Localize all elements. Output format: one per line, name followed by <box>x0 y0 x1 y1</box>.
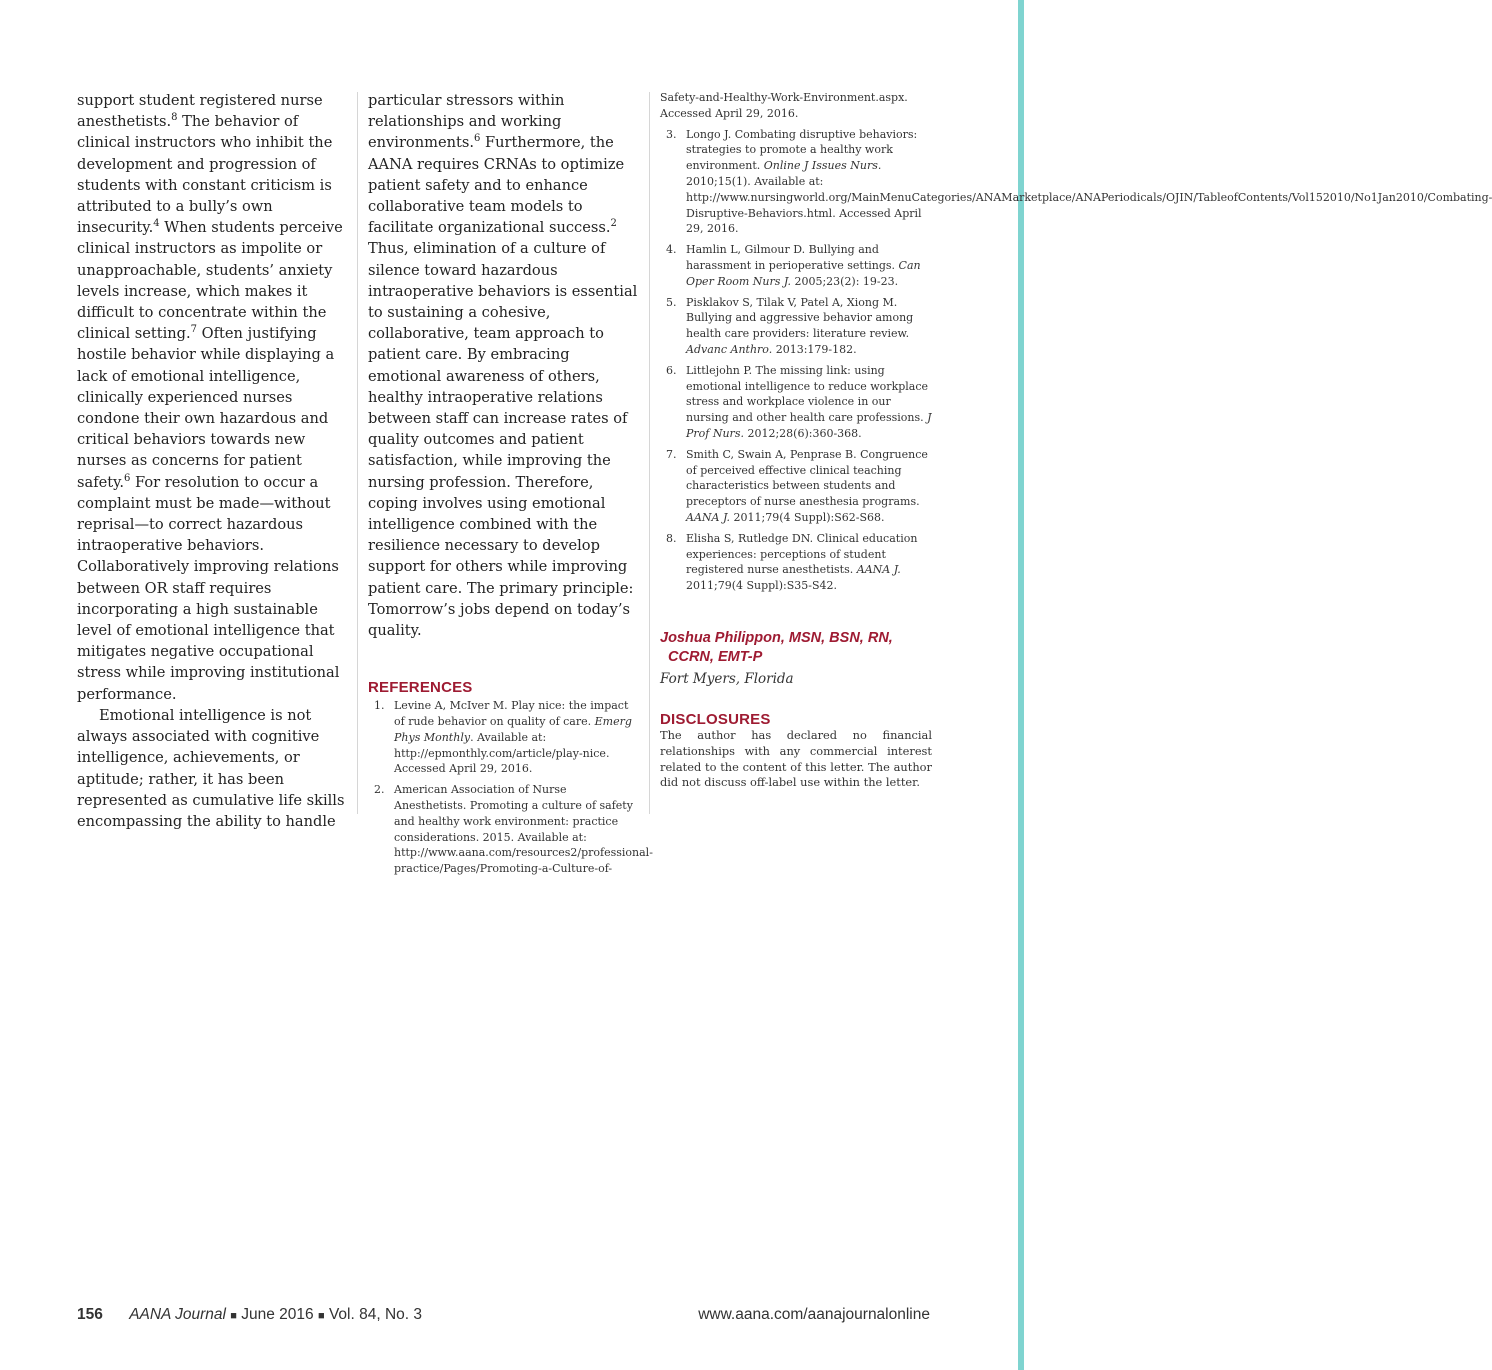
reference-item: 3. Longo J. Combating disruptive behaviors: strategies to promote a healthy work environment. Online J Issues Nurs. 2010;15(1). Available at: http://www.nursingworld.org/MainMenuCategories/ANAMarketplace/ANAPeriodicals/OJIN/TableofContents/Vol152010/No1Jan2010/Combating-Disruptive-Behaviors.html. Accessed April 29, 2016. <box>666 127 1492 236</box>
column1-paragraph-1: support student registered nurse anesthetists.$^8$ The behavior of clinical instructors who inhibit the development and progression of students with constant criticism is attributed to a bully’s own insecurity.$^4$ When students perceive clinical instructors as impolite or unapproachable, students’ anxiety levels increase, which makes it difficult to concentrate within the clinical setting.$^7$ Often justifying hostile behavior while displaying a lack of emotional intelligence, clinically experienced nurses condone their own hazardous and critical behaviors towards new nurses as concerns for patient safety.$^6$ For resolution to occur a complaint must be made—without reprisal—to correct hazardous intraoperative behaviors. Collaboratively improving relations between OR staff requires incorporating a high sustainable level of emotional intelligence that mitigates negative occupational stress while improving institutional performance. <box>77 92 343 703</box>
journal-url: www.aana.com/aanajournalonline <box>698 1306 930 1323</box>
separator: ■ <box>317 1310 325 1322</box>
column-divider <box>649 92 650 814</box>
reference-item: 2. American Association of Nurse Anesthetists. Promoting a culture of safety and healthy work environment: practice considerations. 2015. Available at: http://www.aana.com/resources2/professional-practice/Pages/Promoting-a-Culture-of- <box>374 783 653 876</box>
reference-item: 4. Hamlin L, Gilmour D. Bullying and harassment in perioperative settings. Can Oper Room Nurs J. 2005;23(2): 19-23. <box>666 243 921 288</box>
column-2 <box>368 90 653 882</box>
reference-item: 5. Pisklakov S, Tilak V, Patel A, Xiong M. Bullying and aggressive behavior among health care providers: literature review. Advanc Anthro. 2013:179-182. <box>666 295 914 356</box>
author-location: Fort Myers, Florida <box>660 670 794 687</box>
column-3 <box>660 90 1492 791</box>
author-name: Joshua Philippon, MSN, BSN, RN, CCRN, EMT-P <box>660 629 893 665</box>
reference-item: 6. Littlejohn P. The missing link: using emotional intelligence to reduce workplace stress and workplace violence in our nursing and other health care professions. J Prof Nurs. 2012;28(6):360-368. <box>666 363 932 440</box>
page-footer <box>77 1306 930 1324</box>
column-divider <box>357 92 358 814</box>
references-heading: REFERENCES <box>368 679 473 697</box>
reference-continuation: Safety-and-Healthy-Work-Environment.aspx. Accessed April 29, 2016. <box>660 91 908 120</box>
references-list-continued <box>660 127 1492 594</box>
page-edge-stripe <box>1018 0 1024 1370</box>
column2-paragraph-1: particular stressors within relationships and working environments.$^6$ Furthermore, the AANA requires CRNAs to optimize patient safety and to enhance collaborative team models to facilitate organizational success.$^2$ Thus, elimination of a culture of silence toward hazardous intraoperative behaviors is essential to sustaining a cohesive, collaborative, team approach to patient care. By embracing emotional awareness of others, healthy intraoperative relations between staff can increase rates of quality outcomes and patient satisfaction, while improving the nursing profession. Therefore, coping involves using emotional intelligence combined with the resilience necessary to develop support for others while improving patient care. The primary principle: Tomorrow’s jobs depend on today’s quality. <box>368 92 638 640</box>
column1-paragraph-2: Emotional intelligence is not always associated with cognitive intelligence, achievements, or aptitude; rather, it has been represented as cumulative life skills encompassing the ability to handle <box>77 706 345 830</box>
journal-name: AANA Journal <box>129 1306 226 1323</box>
disclosures-text: The author has declared no financial relationships with any commercial interest related to the content of this letter. The author did not discuss off-label use within the letter. <box>660 727 932 790</box>
reference-item: 8. Elisha S, Rutledge DN. Clinical education experiences: perceptions of student registered nurse anesthetists. AANA J. 2011;79(4 Suppl):S35-S42. <box>666 531 918 593</box>
issue-date: June 2016 <box>241 1306 314 1323</box>
disclosures-heading: DISCLOSURES <box>660 710 771 728</box>
column-1 <box>77 90 349 832</box>
volume-number: Vol. 84, No. 3 <box>328 1306 422 1323</box>
reference-item: 7. Smith C, Swain A, Penprase B. Congruence of perceived effective clinical teaching characteristics between students and preceptors of nurse anesthesia programs. AANA J. 2011;79(4 Suppl):S62-S68. <box>666 447 928 524</box>
references-list <box>368 698 653 877</box>
reference-item: 1. Levine A, McIver M. Play nice: the impact of rude behavior on quality of care. Emerg Phys Monthly. Available at: http://epmonthly.com/article/play-nice. Accessed April 29, 2016. <box>374 699 632 776</box>
separator: ■ <box>230 1310 237 1322</box>
page-number: 156 <box>77 1306 103 1323</box>
